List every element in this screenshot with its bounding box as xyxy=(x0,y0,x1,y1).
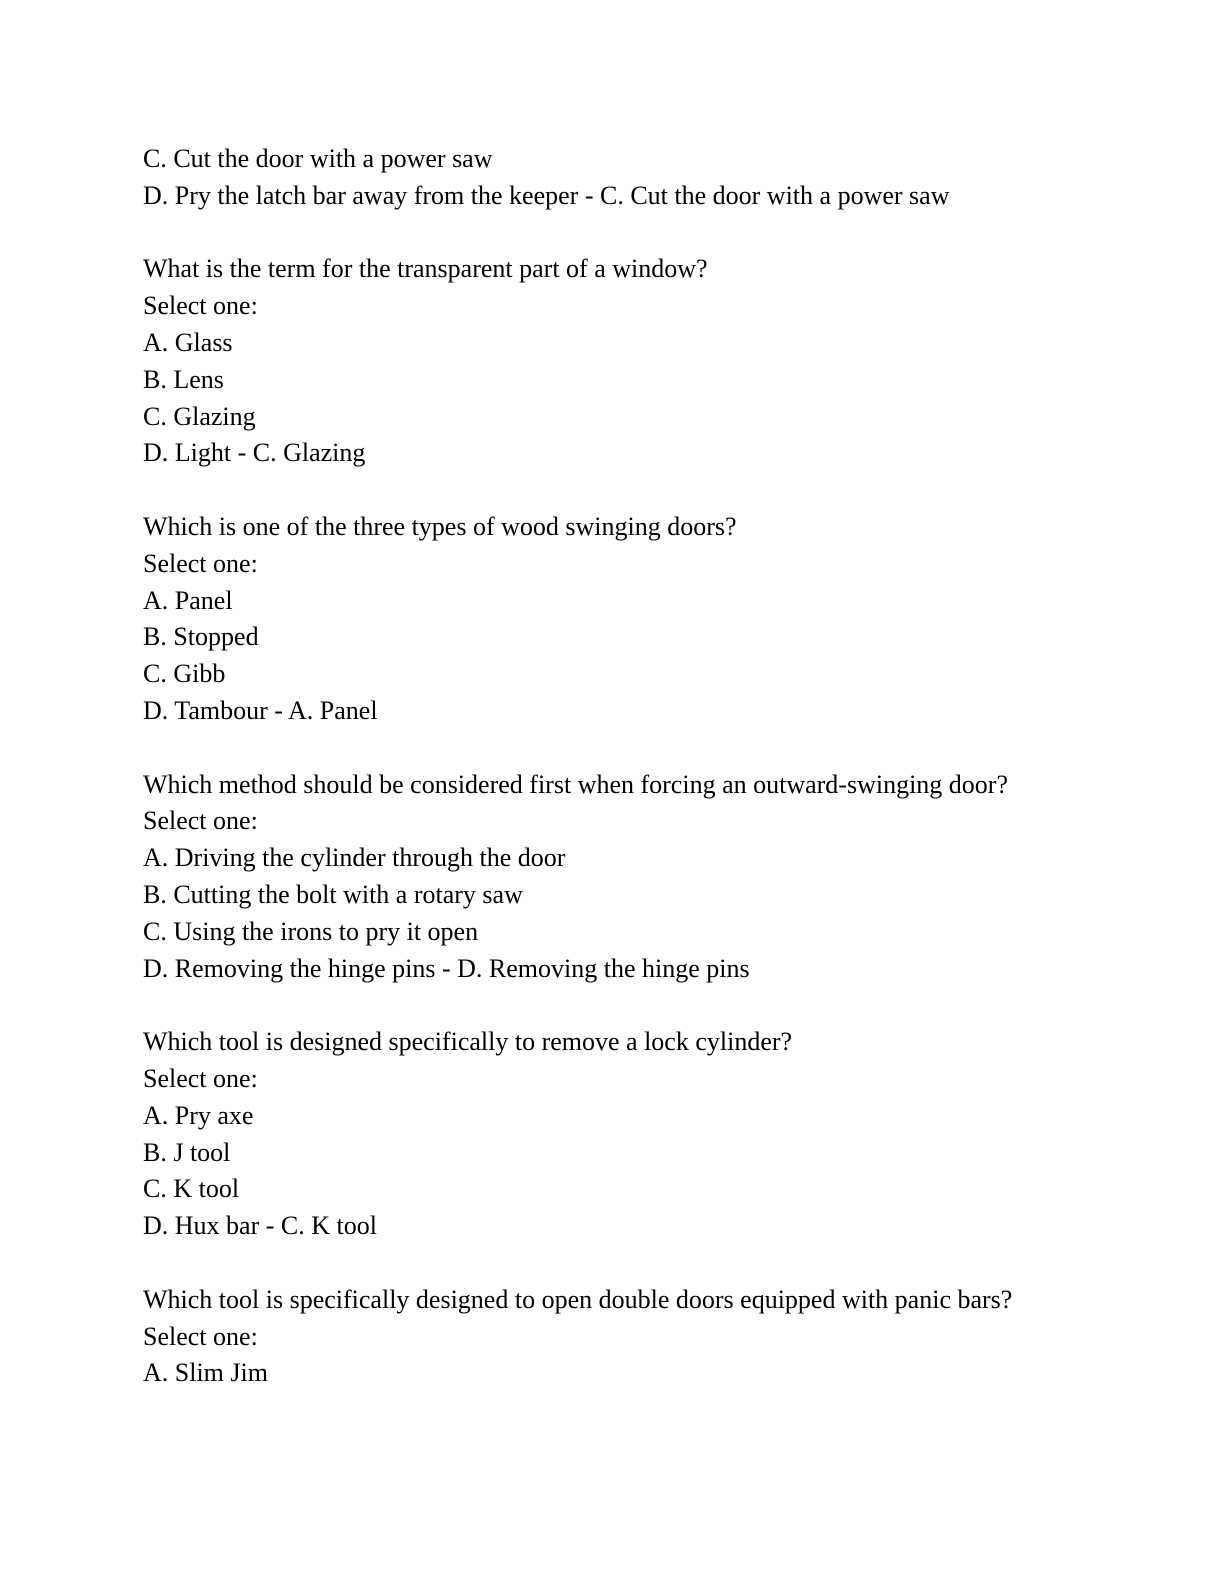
spacer xyxy=(143,730,1083,767)
question-text: Which method should be considered first when forcing an outward-swinging door? xyxy=(143,769,1009,799)
question-block-3 xyxy=(143,767,1083,988)
option-a: A. Glass xyxy=(143,327,233,357)
spacer xyxy=(143,215,1083,252)
option-a: A. Slim Jim xyxy=(143,1358,268,1388)
question-block-2 xyxy=(143,509,1083,730)
question-text: Which tool is designed specifically to remove a lock cylinder? xyxy=(143,1027,793,1057)
question-block-1 xyxy=(143,251,1083,472)
option-c: C. Gibb xyxy=(143,659,226,689)
spacer xyxy=(143,987,1083,1024)
question-text: Which is one of the three types of wood swinging doors? xyxy=(143,511,737,541)
question-block-5 xyxy=(143,1282,1083,1392)
option-d-with-answer: D. Removing the hinge pins - D. Removing the hinge pins xyxy=(143,953,750,983)
option-b: B. Cutting the bolt with a rotary saw xyxy=(143,879,523,909)
continued-answer-block xyxy=(143,141,1083,215)
option-b: B. J tool xyxy=(143,1137,231,1167)
option-a: A. Pry axe xyxy=(143,1100,254,1130)
select-prompt: Select one: xyxy=(143,806,258,836)
option-b: B. Stopped xyxy=(143,622,259,652)
option-a: A. Panel xyxy=(143,585,233,615)
spacer xyxy=(143,472,1083,509)
option-d-with-answer: D. Hux bar - C. K tool xyxy=(143,1211,377,1241)
question-text: Which tool is specifically designed to open double doors equipped with panic bars? xyxy=(143,1284,1013,1314)
spacer xyxy=(143,1245,1083,1282)
option-a: A. Driving the cylinder through the door xyxy=(143,843,566,873)
select-prompt: Select one: xyxy=(143,1063,258,1093)
option-line: C. Cut the door with a power saw xyxy=(143,144,493,173)
question-text: What is the term for the transparent part of a window? xyxy=(143,254,708,284)
select-prompt: Select one: xyxy=(143,548,258,578)
option-c: C. K tool xyxy=(143,1174,240,1204)
option-d-with-answer: D. Light - C. Glazing xyxy=(143,438,366,468)
option-c: C. Using the irons to pry it open xyxy=(143,916,479,946)
answer-line: D. Pry the latch bar away from the keeper - C. Cut the door with a power saw xyxy=(143,180,950,210)
question-block-4 xyxy=(143,1024,1083,1245)
option-d-with-answer: D. Tambour - A. Panel xyxy=(143,695,378,725)
document-body xyxy=(143,141,1083,1392)
select-prompt: Select one: xyxy=(143,1321,258,1351)
select-prompt: Select one: xyxy=(143,291,258,321)
option-c: C. Glazing xyxy=(143,401,256,431)
option-b: B. Lens xyxy=(143,364,224,394)
